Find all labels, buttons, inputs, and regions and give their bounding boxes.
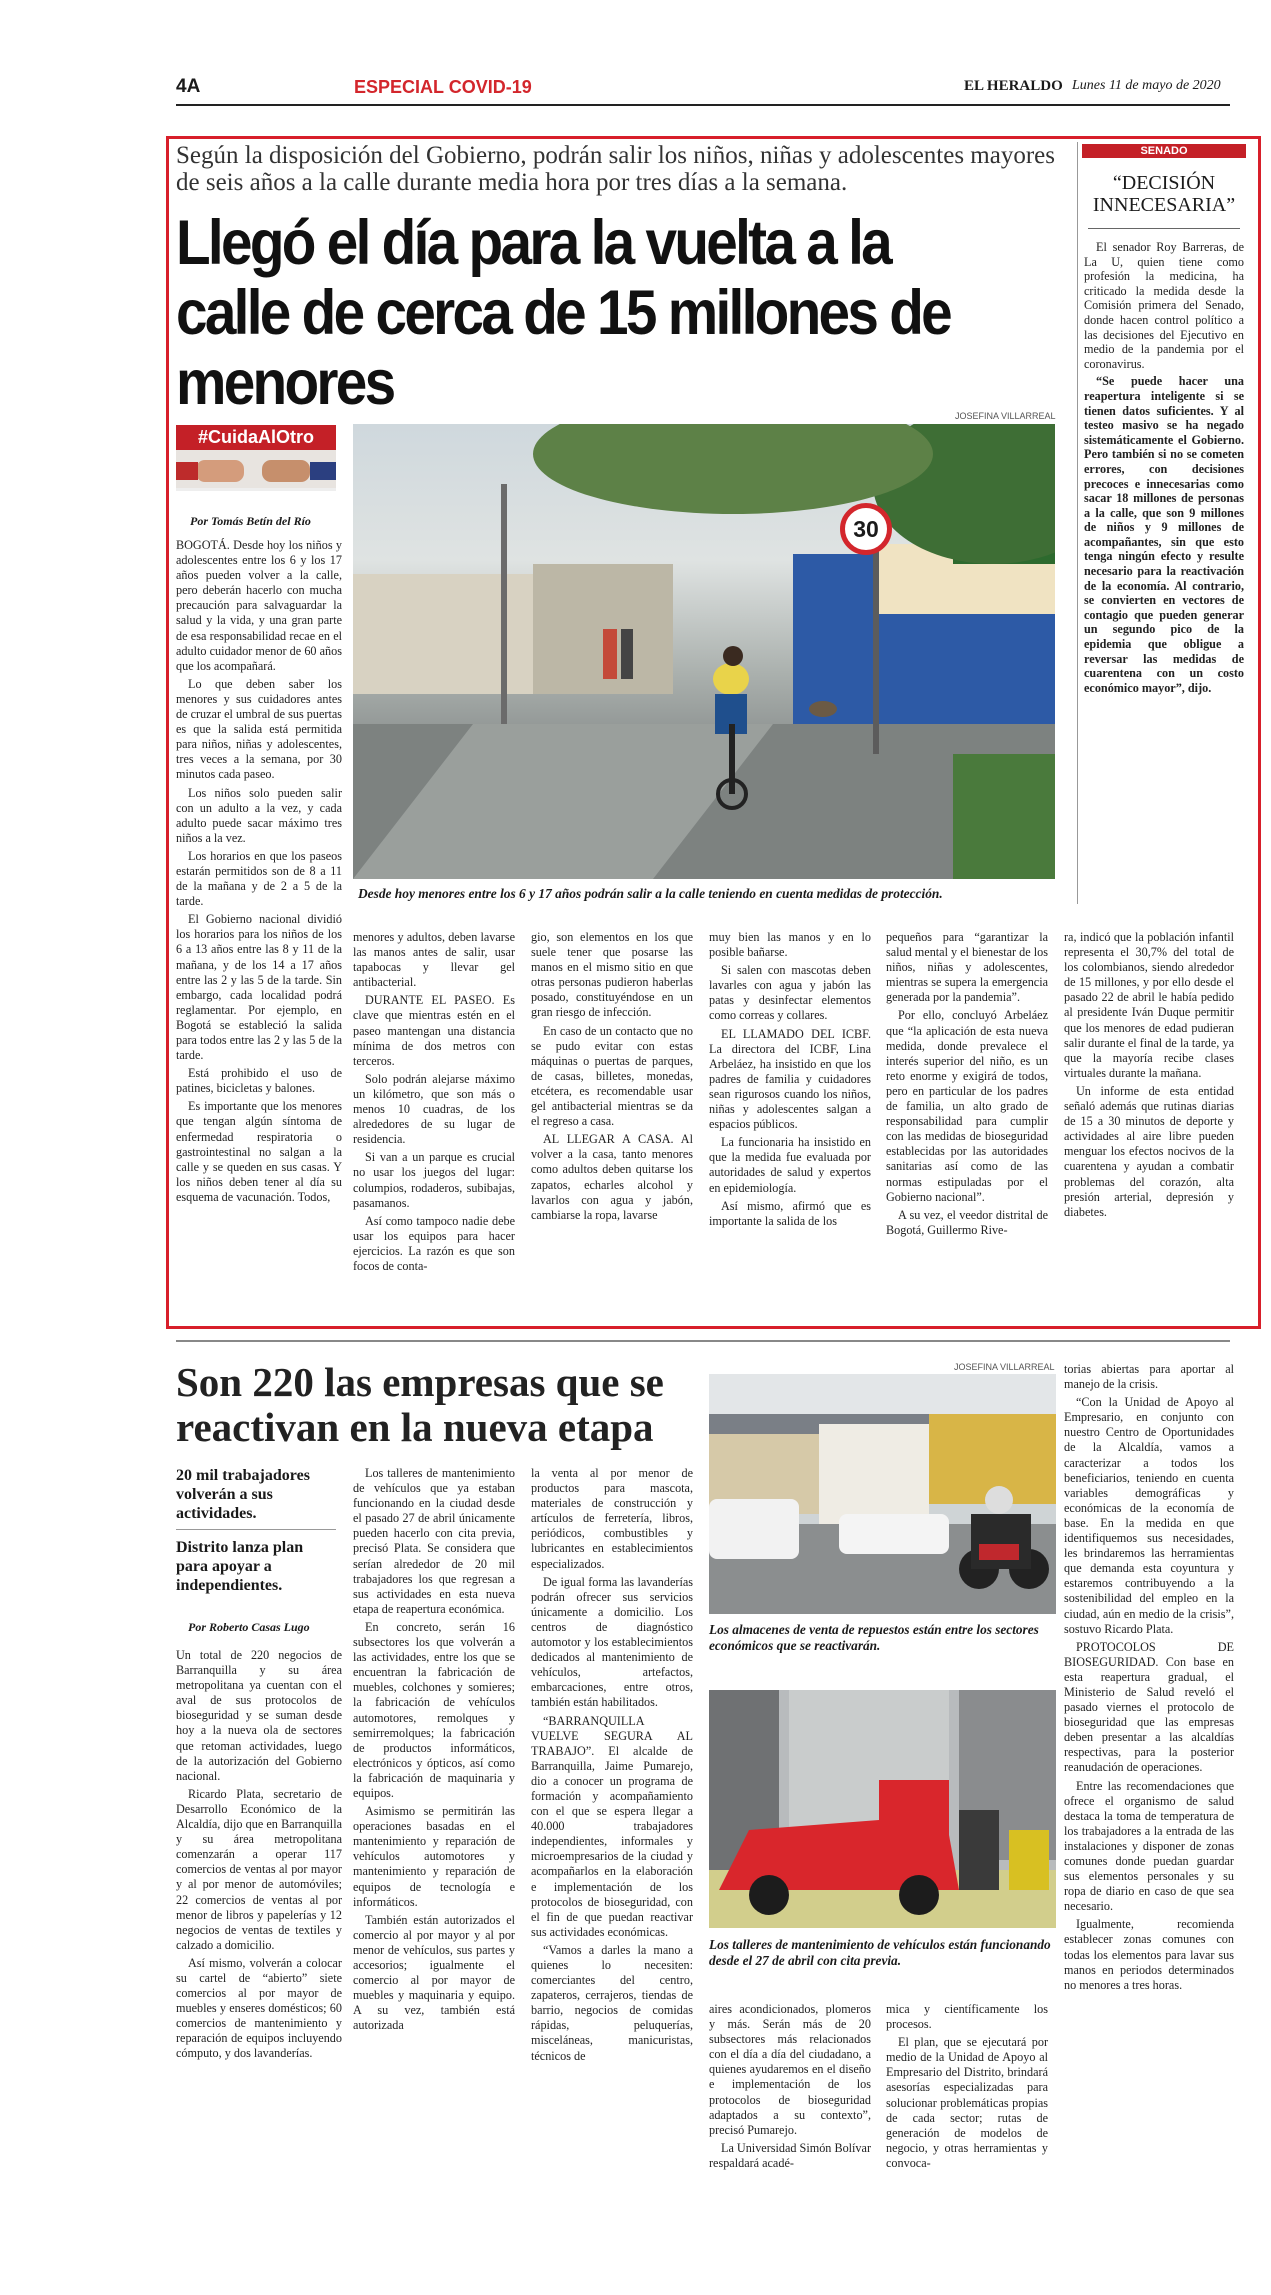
paragraph: “BARRANQUILLA VUELVE SEGURA AL TRABAJO”. El alcalde de Barranquilla, Jaime Pumarejo, dio a conocer un programa de formación y acompañamiento con el que se espera llegar a 40.000 trabajadores independientes, informales y microempresarios de la ciudad y acompañarlos en la elaboración e implementación de los protocolos de bioseguridad, con el fin de que puedan reactivar sus actividades económicas. <box>531 1713 693 1939</box>
paragraph: Así mismo, volverán a colocar su cartel de “abierto” siete comercios al por mayor de muebles y enseres domésticos; 60 comercios de mantenimiento y reparación de equipos incluyendo cómputo, y dos lavanderías. <box>176 1955 342 2061</box>
paragraph: la venta al por menor de productos para mascota, materiales de construcción y artículos de ferretería, libros, periódicos, combustibles y lubricantes en establecimientos especializados. <box>531 1466 693 1571</box>
paragraph: El plan, que se ejecutará por medio de la Unidad de Apoyo al Empresario del Distrito, brindará asesorías especializadas para solucionar problemáticas propias de cada sector; rutas de generación de modelos de negocio, y otras herramientas y convoca- <box>886 2035 1048 2170</box>
byline: Por Tomás Betín del Río <box>190 514 311 528</box>
paragraph: Así mismo, afirmó que es importante la salida de los <box>709 1198 871 1228</box>
paragraph: Solo podrán alejarse máximo un kilómetro, que son más o menos 10 cuadras, de los alrededores de su lugar de residencia. <box>353 1071 515 1147</box>
second-byline: Por Roberto Casas Lugo <box>188 1620 310 1634</box>
paragraph: Por ello, concluyó Arbeláez que “la aplicación de esta nueva medida, donde prevalece el interés superior del niño, es un reto enorme y exigirá de todos, pero en particular de los padres de familia, un alto grado de responsabilidad para cumplir con las medidas de bioseguridad establecidas por las autoridades sanitarias así como de las normas estipuladas por el Gobierno nacional”. <box>886 1008 1048 1204</box>
paragraph: Los niños solo pueden salir con un adulto a la vez, y cada adulto puede sacar máximo tres niños a la vez. <box>176 785 342 845</box>
second-col-4 <box>709 2002 871 2174</box>
paragraph: En caso de un contacto que no se pudo evitar con estas máquinas o puertas de parques, de casas, billetes, monedas, etcétera, es recomendable usar gel antibacterial mientras se da el regreso a casa. <box>531 1023 693 1129</box>
paragraph: EL LLAMADO DEL ICBF. La directora del ICBF, Lina Arbeláez, ha insistido en que los padres de familia y cuidadores sean rigurosos cuando los niños, niñas y adolescentes salgan a espacios públicos. <box>709 1026 871 1132</box>
sidebar-title-rule <box>1088 228 1240 229</box>
paragraph: ra, indicó que la población infantil representa el 30,7% del total de los colombianos, siendo alrededor de 15 millones, y por ello desde el pasado 22 de abril le había pedido al presidente Iván Duque permitir que los menores de edad pudieran salir durante el final de la tarde, ya que la mayoría recibe clases virtuales durante la mañana. <box>1064 930 1234 1080</box>
speed-sign <box>840 503 892 555</box>
sidebar-label: SENADO <box>1082 144 1246 158</box>
paragraph: PROTOCOLOS DE BIOSEGURIDAD. Con base en esta reapertura gradual, el Ministerio de Salud reveló el pasado viernes el protocolo de bioseguridad que las empresas deben presentar a las alcaldías respectivas, para la posterior reanudación de operaciones. <box>1064 1639 1234 1775</box>
article-headline: Llegó el día para la vuelta a la calle de cerca de 15 millones de menores <box>176 208 951 418</box>
fist-bump-icon <box>176 450 336 488</box>
paragraph: “Con la Unidad de Apoyo al Empresario, en conjunto con nuestro Centro de Oportunidades de la Alcaldía, vamos a caracterizar a todos los beneficiarios, teniendo en cuenta variables demográficas y económicas de la economía de base. En la medida en que identifiquemos sus necesidades, les brindaremos las herramientas que demanda esta coyuntura y estaremos contribuyendo a la sostenibilidad del empleo en la ciudad, aún en medio de la crisis”, sostuvo Ricardo Plata. <box>1064 1395 1234 1636</box>
paragraph: La Universidad Simón Bolívar respaldará acadé- <box>709 2140 871 2170</box>
article-col-5 <box>886 930 1048 1241</box>
photo-credit: JOSEFINA VILLARREAL <box>955 411 1056 421</box>
paragraph: Ricardo Plata, secretario de Desarrollo Económico de la Alcaldía, dijo que en Barranquilla y su área metropolitana comenzarán a operar 117 comercios de ventas al por mayor y al por menor de automóviles; 22 comercios de ventas al por menor de libros y papelerías y 12 negocios de ventas de textiles y calzado a domicilio. <box>176 1786 342 1952</box>
paragraph: De igual forma las lavanderías podrán ofrecer sus servicios únicamente a domicilio. Los centros de diagnóstico automotor y los establecimientos dedicados al mantenimiento de vehículos, artefactos, embarcaciones, entre otros, también están habilitados. <box>531 1574 693 1710</box>
paragraph: Asimismo se permitirán las operaciones basadas en el mantenimiento y reparación de vehículos automotores y mantenimiento y reparación de equipos de tecnología e informáticos. <box>353 1804 515 1909</box>
second-headline: Son 220 las empresas que se reactivan en la nueva etapa <box>176 1359 664 1450</box>
paragraph: torias abiertas para aportar al manejo de la crisis. <box>1064 1362 1234 1392</box>
sidebar-rule <box>1077 142 1078 904</box>
paragraph: Lo que deben saber los menores y sus cuidadores antes de cruzar el umbral de sus puertas es que la salida está permitida para niños, niñas y adolescentes, tres veces a la semana, por 30 minutos cada paseo. <box>176 676 342 782</box>
main-photo <box>353 424 1055 879</box>
paragraph: En concreto, serán 16 subsectores los que volverán a las actividades, entre los que se encuentran la fabricación de muebles, colchones y somieres; la fabricación de vehículos automotores, remolques y semirremolques; la fabricación de productos informáticos, electrónicos y ópticos, así como la fabricación de maquinaria y equipos. <box>353 1619 515 1800</box>
paragraph: Un informe de esta entidad señaló además que rutinas diarias de 15 a 30 minutos de deporte y actividades al aire libre pueden menguar los efectos nocivos de la cuarentena y ayudan a combatir problemas del corazón, alta presión arterial, depresión y diabetes. <box>1064 1083 1234 1219</box>
sidebar-body <box>1084 240 1244 698</box>
second-col-5 <box>886 2002 1048 2174</box>
paragraph: Los talleres de mantenimiento de vehículos que ya estaban funcionando en la ciudad desde el pasado 27 de abril únicamente pueden hacerlo con cita previa, precisó Plata. Se considera que serían alrededor de 20 mil trabajadores los que regresan a sus actividades en esta nueva etapa de reapertura económica. <box>353 1466 515 1616</box>
sidebar-paragraph: El senador Roy Barreras, de La U, quien tiene como profesión la medicina, ha criticado la medida desde la Comisión primera del Senado, donde hacen control político a las decisiones del Ejecutivo en medio de la pandemia por el coronavirus. <box>1084 240 1244 371</box>
paragraph: La funcionaria ha insistido en que la medida fue evaluada por autoridades de salud y expertos en epidemiología. <box>709 1135 871 1195</box>
sidebar-quote: “Se puede hacer una reapertura inteligente si se tienen datos suficientes. Y al testeo masivo se ha negado sistemáticamente el Gobierno. Pero también si no se cometen errores, con decisiones precoces e innecesarias como sacar 18 millones de personas a la calle, que son 9 millones de niños y 9 millones de acompañantes, sin que esto tenga ningún efecto y resulte necesario para la reactivación de la economía. Al contrario, se convierten en vectores de contagio que pueden generar un segundo pico de la epidemia que obligue a reversar las medidas de cuarentena con un costo económico mayor”, dijo. <box>1084 374 1244 695</box>
second-col-1 <box>176 1648 342 2065</box>
article-col-2 <box>353 930 515 1277</box>
article-deck: Según la disposición del Gobierno, podrán salir los niños, niñas y adolescentes mayores de seis años a la calle durante media hora por tres días a la semana. <box>176 142 1056 196</box>
second-photo-credit: JOSEFINA VILLARREAL <box>954 1362 1055 1372</box>
paragraph: A su vez, el veedor distrital de Bogotá, Guillermo Rive- <box>886 1207 1048 1237</box>
paragraph: aires acondicionados, plomeros y más. Serán más de 20 subsectores más relacionados con el día a día del ciudadano, a quienes ayudaremos en el diseño e implementación de los protocolos de bioseguridad adaptados a su contexto”, precisó Pumarejo. <box>709 2002 871 2137</box>
page-number: 4A <box>176 76 201 97</box>
paragraph: pequeños para “garantizar la salud mental y el bienestar de los niños, niñas y adolescentes, mientras se supera la emergencia generada por la pandemia”. <box>886 930 1048 1005</box>
paragraph: Entre las recomendaciones que ofrece el organismo de salud destaca la toma de temperatura de los trabajadores a la entrada de las instalaciones y disponer de zonas comunes donde puedan guardar sus elementos personales y su ropa de diario en caso de que sea necesario. <box>1064 1778 1234 1914</box>
paragraph: menores y adultos, deben lavarse las manos antes de salir, usar tapabocas y llevar gel antibacterial. <box>353 930 515 990</box>
paragraph: Así como tampoco nadie debe usar los equipos para hacer ejercicios. La razón es que son focos de conta- <box>353 1213 515 1273</box>
second-col-6 <box>1064 1362 1234 1996</box>
paragraph: Si salen con mascotas deben lavarles con agua y jabón las patas y desinfectar elementos como correas y collares. <box>709 963 871 1023</box>
paragraph: Igualmente, recomienda establecer zonas comunes con todas los elementos para lavar sus manos en periodos determinados no menores a tres horas. <box>1064 1917 1234 1992</box>
paragraph: Un total de 220 negocios de Barranquilla y su área metropolitana ya cuentan con el aval de sus protocolos de bioseguridad y se suman desde hoy a la nueva ola de sectores que retoman actividades, luego de la autorización del Gobierno nacional. <box>176 1648 342 1783</box>
kicker-1: 20 mil trabajadores volverán a sus actividades. <box>176 1466 336 1530</box>
garage-photo <box>709 1690 1056 1928</box>
paragraph: muy bien las manos y en lo posible bañarse. <box>709 930 871 960</box>
article-col-3 <box>531 930 693 1226</box>
paragraph: Los horarios en que los paseos estarán permitidos son de 8 a 11 de la mañana y de 2 a 5 de la tarde. <box>176 848 342 909</box>
cuida-tag <box>176 425 336 491</box>
paper-name: EL HERALDO <box>964 78 1063 94</box>
sidebar-title: “DECISIÓN INNECESARIA” <box>1092 172 1236 216</box>
paragraph: También están autorizados el comercio al por mayor y al por menor de vehículos, sus partes y accesorios; igualmente el comercio al por mayor de muebles y maquinaria y equipo. A su vez, también está autorizada <box>353 1912 515 2033</box>
page-header <box>176 72 1230 102</box>
paragraph: DURANTE EL PASEO. Es clave que mientras estén en el paseo mantengan una distancia mínima de dos metros con terceros. <box>353 993 515 1068</box>
kicker-2: Distrito lanza plan para apoyar a independientes. <box>176 1539 304 1594</box>
auto-parts-photo <box>709 1374 1056 1614</box>
second-article-rule <box>176 1340 1230 1342</box>
paragraph: El Gobierno nacional dividió los horarios para los niños de los 6 a 13 años entre las 8 y 11 de la mañana, y de los 14 a 17 años entre las 2 y las 5 de la tarde. Sin embargo, cada localidad podrá reglamentar. Por ejemplo, en Bogotá se estableció la salida para todos entre las 2 y las 5 de la tarde. <box>176 912 342 1063</box>
hashtag: #CuidaAlOtro <box>176 425 336 450</box>
paragraph: Está prohibido el uso de patines, bicicletas y balones. <box>176 1066 342 1096</box>
speed-sign-number: 30 <box>853 516 879 542</box>
photo-caption: Desde hoy menores entre los 6 y 17 años podrán salir a la calle teniendo en cuenta medidas de protección. <box>358 886 943 901</box>
article-col-4 <box>709 930 871 1232</box>
article-col-6 <box>1064 930 1234 1223</box>
paragraph: gio, son elementos en los que suele tener que posarse las manos en el mismo sitio en que otras personas pudieron haberlas posado, constituyéndose en un gran riesgo de infección. <box>531 930 693 1020</box>
header-rule <box>176 104 1230 106</box>
paragraph: “Vamos a darles la mano a quienes lo necesiten: comerciantes del centro, zapateros, cerrajeros, tiendas de barrio, negocios de comidas rápidas, peluquerías, misceláneas, manicuristas, técnicos de <box>531 1942 693 2063</box>
section-name: ESPECIAL COVID-19 <box>354 77 532 97</box>
paragraph: mica y científicamente los procesos. <box>886 2002 1048 2032</box>
second-col-2 <box>353 1466 515 2036</box>
second-col-3 <box>531 1466 693 2067</box>
paragraph: Es importante que los menores que tengan algún síntoma de enfermedad respiratoria o gastrointestinal no salgan a la calle y se queden en sus casas. Y los niños deben tener al día su esquema de vacunación. Todos, <box>176 1099 342 1204</box>
paragraph: AL LLEGAR A CASA. Al volver a la casa, tanto menores como adultos deben quitarse los zapatos, echarles alcohol y lavarlos con agua y jabón, cambiarse la ropa, lavarse <box>531 1132 693 1222</box>
article-col-1 <box>176 538 342 1208</box>
paragraph: BOGOTÁ. Desde hoy los niños y adolescentes entre los 6 y los 17 años pueden volver a la calle, pero deberán hacerlo con mucha precaución para salvaguardar la salud y la vida, y una gran parte de esa responsabilidad recae en el adulto cuidador menor de 60 años que los acompañará. <box>176 538 342 673</box>
caption-2: Los talleres de mantenimiento de vehículos están funcionando desde el 27 de abril con cita previa. <box>709 1937 1051 1968</box>
date-line: Lunes 11 de mayo de 2020 <box>1072 78 1221 93</box>
paragraph: Si van a un parque es crucial no usar los juegos del lugar: columpios, rodaderos, subibajas, pasamanos. <box>353 1150 515 1210</box>
caption-1: Los almacenes de venta de repuestos están entre los sectores económicos que se reactivarán. <box>709 1622 1039 1653</box>
